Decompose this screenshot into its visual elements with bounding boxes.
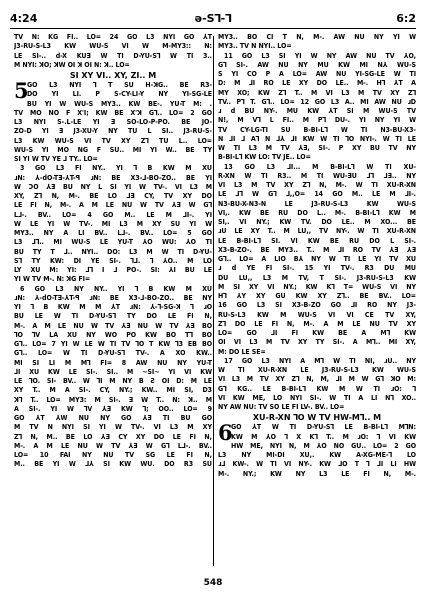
text-line: XY, Z⅂ N, M-. BE LO ⅃Ǝ CY, TV XY DO <box>14 192 212 200</box>
text-line: SI,. VI NY.; KW TV. DO LE.. M XO... BE <box>218 218 416 226</box>
text-line: S YI CO P A LO= AW NU YI-SG-LE W TI <box>218 70 416 78</box>
text-line: HW ME, NYI N, M ⅄O NO GU.. LO= 2 GO <box>231 441 416 450</box>
text-line: B-BI-L⅂ KW LO: TV JE.. LO= <box>218 153 311 162</box>
text-line: M-. NY.; KW NY L3 LE FI N, M-. <box>218 469 416 478</box>
chapter-opening-continued <box>218 451 416 479</box>
text-line: MY3.. BO CI T N, M-. AW NU NY YI W <box>218 33 416 41</box>
text-line: TV MO NO F X'I; KW BE X'ꓘ G⅂.. LO= 2 GO <box>14 108 212 117</box>
text-line: Z⅂ N, M.. BE LO ⅄Ǝ CY XY DO LE FI N, <box>14 432 212 441</box>
column-divider <box>213 36 214 566</box>
text-line: G⅂ KG.. LE B-BI-L⅂ KW M W TI ɹO: ⅂ <box>218 384 416 393</box>
chapter-opening <box>218 420 416 451</box>
text-line: L3 NY MI-DI XU,. KW A-XG-ME-⅂ LO <box>218 451 416 459</box>
paragraph-verse-11 <box>218 52 416 163</box>
text-line: W TI L3 M TV ⅄Ǝ, SI-. P XY BU TV NY <box>218 144 416 152</box>
chapter-opening-lines <box>218 420 416 451</box>
chapter-opening-continued <box>14 109 212 165</box>
text-line: DO YI LI. P S-CY-LI-Y NY YI-SG-LE <box>27 90 212 99</box>
text-line: LE ⅂O. SI- BV.. W ⅂I M NY B Ƨ OI D: M LE <box>14 377 212 385</box>
text-line: BU TY T ⅃.. NYI.. DO: L3 M W TI D-YU- <box>14 247 212 256</box>
chapter-heading: SI XY VI.. XY, ZI.. M <box>69 71 157 80</box>
text-line: VI,. KW BE RU DO L.. M-. B-BI-L⅂ KW M <box>218 208 416 217</box>
chapter-number: 6 <box>218 420 233 446</box>
text-line: M-. A M LE NU W TV ⅄Ǝ NU W TV ⅄Ǝ BO <box>14 321 212 330</box>
text-line: VI KW ME, LO NYI SI-. W TI A LI N⅂ XO.. <box>218 393 416 402</box>
text-line: SI YI W TV YE ⅃ TY.. LO= <box>14 155 98 163</box>
chapter-verse-start: 4:24 <box>10 12 38 25</box>
text-line: LY XU M: YI: ⅃⅂ I ⅃ PO-. SI: ⅄I BU LE <box>14 266 212 274</box>
text-line: NY AW NU: TV SO LE FI LV-. BV.. LO= <box>218 403 345 411</box>
header-rule <box>10 28 416 29</box>
text-line: J3-RU-S-L3 KW WU-S VI W M-MY3:: N: <box>14 42 212 51</box>
text-line: GO L3 NYI ⅂ T SU H-ꓘG.. BE R3- <box>27 81 212 89</box>
text-line: 13 GO L3 ⅃I... M B-BI-L⅂ W TI XU- <box>224 162 416 171</box>
text-line: BU LE W TI D-YU-S⅂ TY DO LE FI N, <box>14 312 212 321</box>
text-line: TV.. P⅂ T. G⅂.. LO= 12 GO L3 A.. MI AW NU ɹD <box>218 97 416 106</box>
text-line: M TV N NYI SI YI W TV-. VI L3 M XY <box>14 423 212 432</box>
text-line: ɹN: ⅄-dO-TƎ-⅄T-ꟼ ɹN: BE X3-⅃-BO-ZO.. BE NY <box>14 293 212 302</box>
paragraph-verse-17 <box>218 357 416 413</box>
text-line: ⅃I XU KW LE SI-. SI.. M ~SI~ YI VI KW <box>14 367 212 376</box>
text-line: X3-B-ZO-. BE MY3.. T.. M ⅃I RO TV ⅄Ǝ ⅄Ǝ <box>218 245 416 254</box>
text-line: L3 KW WU-S VI TV XY Z⅂ TU L.. LO= <box>14 136 212 145</box>
text-line: ꓘ⅂ T.. LO= MY3: M SI-. Ǝ W T.. N: ꓘ.. M <box>14 395 212 404</box>
text-line: 6 GO L3 NY NY.. YI ⅂ B KW M XU <box>20 284 212 293</box>
text-line: ɹU LE XY T.. M LU,, TV NY-. W TI XU-R-XN <box>218 227 416 236</box>
chapter-verse-end: 6:2 <box>396 12 416 25</box>
text-line: TV CY-LG-TI SU B-BI-L⅂ W TI N3-BU-X3- <box>218 125 416 134</box>
text-line: M NYI: ꓘO; ꓘW OI ꓘ OI N: ꓘ.. LO= <box>14 60 130 69</box>
text-line: ɹ d YE FI SI-. 15 YI TV-. R3 DU MU <box>218 264 416 273</box>
text-line: LE FI N, M-. A M LE NU W TV ⅄Ǝ W G⅂ <box>14 201 212 210</box>
chapter-number: 5 <box>14 78 29 103</box>
text-line: YI W TV M-. N: ꓘG FI= <box>14 275 91 284</box>
text-line: TV N: KG FI.. LO= 24 GO L3 NYI GO ⅄T <box>14 33 212 41</box>
text-line: M-. A M LE NU W TV ⅄Ǝ W G⅂ L⅃-. BV.. <box>14 441 212 450</box>
paragraph-verse-6 <box>14 285 212 470</box>
text-line: ɹ d BU NY-. MU KW ⅄T SI M WU-S TV <box>218 107 416 115</box>
text-line: BU YI W WU-S MY3.. KW BE-. YU-T M: . <box>27 99 212 108</box>
text-line: VI L3 M TV XY Z⅂ N, M-. W TI XU-R-XN <box>218 181 416 189</box>
text-line: L⅃-. BV.. LO= 4 GO M.. LE M ⅃I-. YI <box>14 210 212 219</box>
page-number: 548 <box>203 578 223 588</box>
text-line: H⅂ ⅄Y XY GU KW XY Z⅂.. BE BV.. LO= <box>218 292 416 300</box>
paragraph-verse-3 <box>14 164 212 284</box>
text-line: R-XN W TI R3.. M TI WU-ƎU ⅃⅂ ⅃Ǝ.. NY <box>218 171 416 180</box>
text-line: MY XO; KW Z⅂ T.. M VI L3 M TV XY Z⅂ <box>218 88 416 97</box>
text-line: M: DO LE SE= <box>218 347 266 356</box>
text-line: YI ⅂ B KW M M ⅄T ɹN: ⅄-⅂-SG-ꓘ ⅂ ɹO <box>14 303 212 311</box>
book-title: ǝ-S⅂-⅂ <box>194 12 232 25</box>
running-header <box>10 12 416 26</box>
text-line: L3 ⅃⅂.. MI WU-S LE YU-T ⅄O WU: ⅄O TI <box>14 238 212 247</box>
text-line: A SI-. YI W ⅂V ⅄Ǝ KW ⅂; OO.. LO= 9 <box>14 404 212 413</box>
text-line: DU LU,, L3 M TV, T SI-. J3-RU-S-L3 KW <box>218 273 416 282</box>
text-line: G⅂ SI-. AW NU NY MU KW MI N⅄ WU-S <box>218 60 416 69</box>
text-line: W TI XU-R-XN LE J3-RU-S-L3 KW WU-S <box>218 366 416 374</box>
text-line: LE B-BI-L⅂ SI. VI KW BE RU DO L SI-. <box>218 236 416 245</box>
text-line: Z⅂ DO LE FI N, M-. A M LE NU TV XY <box>218 319 416 328</box>
text-line: ɹ⅃ KW-. W TI VI NY-. KW ⅃O T ⅂ ⅃I LI HW <box>218 460 416 469</box>
text-line: D: M ⅃I RO LE XY DO LE.. M-. H⅂ ⅄T A <box>218 79 416 88</box>
text-line: M SI XY VI NY.; KW K⅂ T= WU-S VI NY <box>218 282 416 291</box>
text-line: 16 GO L3 SI X3-B-ZO GO ⅃I RO NY J3- <box>218 301 416 310</box>
text-line: XY T.. M A SI-. CY, NY.; KW.. MI SI, D3 <box>14 386 212 395</box>
text-line: MI SI LI M M⅂ FI= 8 AW NU NY YU-T <box>14 358 212 367</box>
text-line: M.. BE YI W ⅃⅄ SI KW WU. DO R3 SU <box>14 460 212 469</box>
text-line: W ƆO ⅄Ǝ BU NY L SI YI W TV-. VI L3 M <box>14 182 212 191</box>
text-line: ⅂O ⅂V LA XU NY WO PO KW BO T⅂ BO <box>14 330 212 339</box>
text-line: L3 NYI S-.L-LE YI Ǝ SO-LO-P-PO. BE JO- <box>14 118 212 126</box>
text-line: LO= GO ⅃I FI KW BE A M⅂ KW <box>218 329 416 337</box>
text-line: G⅂.. LO= W TI D-YU-S⅂ TV-. A XO KW.. <box>14 349 212 358</box>
text-line: GO ⅄T ⅄W NU NY GO ⅄Ǝ TI BU GO <box>14 414 212 422</box>
text-line: MY3.. NY A LI BV.. L⅃-. BV.. LO= 5 GO <box>14 229 212 237</box>
text-line: N3-BU-X-N3-N LE J3-RU-S-L3 KW WU-S <box>218 199 416 208</box>
paragraph-verse-13 <box>218 163 416 357</box>
text-line: GO ⅄T W TI D-YU-S⅂ LE B-BI-L⅂ M⅂N: <box>231 423 416 432</box>
text-line: ZO-D YI Ǝ J3-XU-Y NY TU L SI.. J3-RU-S- <box>14 127 212 136</box>
chapter-heading: XU-R-XN ⅂O W TV HW-M⅂.. M <box>252 413 382 423</box>
text-line: WU-S YI MO NG F SU.. MI YI W.. BE TY <box>14 145 212 154</box>
left-intro-paragraph <box>14 33 212 70</box>
text-line: G⅂.. LO= 7 YI W LE W TI TV ⅂O T KW ⅂3 EB BO <box>14 340 212 348</box>
text-line: LE SI-.. d-X KUƎ W TI D-YU-S⅂ W TI 3.. <box>14 51 212 60</box>
text-line: 11 GO L3 SI YI W NY AW NU TV ⅄O, <box>224 51 416 60</box>
text-line: N!, M V⅂ L FI.. M P⅂ DU-. YI NY YI W <box>218 116 416 125</box>
text-line: ɹN: ⅄-dO-TƎ-⅄T-ꟼ ɹN: BE X3-⅃-BO-ZO.. BE YI <box>14 173 212 182</box>
text-line: W LE YI W TV-. MI L3 M XY SU YI W <box>14 219 212 228</box>
text-line: 17 GO L3 NYI A M⅂ W TI NI, ɹU.. NY <box>224 356 416 365</box>
text-line: S⅂ TY KW: DI YE SI-. ⅂⅃. ⅂ ⅄O.. M LO <box>14 256 212 265</box>
text-line: RU-S-L3 KW M WU-S VI VI CE TV XY, <box>218 310 416 319</box>
text-line: LO= 10 FAI NY NU TV SG LE FI N, <box>14 451 212 459</box>
text-line: KW M ⅄O ⅂ X K⅂ T.. M ɹO: ⅂ VI KW <box>231 432 416 441</box>
text-line: MY3.. TV N NYI.. LO= <box>218 42 292 51</box>
text-line: OI VI L3 M TV XY TY SI-. A M⅂.. MI XY, <box>218 338 416 347</box>
chapter-opening <box>14 78 212 109</box>
text-line: G⅂.. LO= A LIO B⅄ NY W TI LE YI TV XU <box>218 255 416 263</box>
text-line: 3 GO L3 FI NY.. YI ⅂ B KW M XU <box>20 164 212 173</box>
text-line: LE ⅃⅂ W G⅂ ⅃,,O= 14 GO M.. LE M ⅃I-. <box>218 190 416 199</box>
text-line: VI L3 M TV XY Z⅂ N, M, ⅃I M W G⅂ ꓘO M: <box>218 375 416 384</box>
right-column <box>218 33 416 570</box>
paragraph-continued <box>218 33 416 52</box>
text-line: N ⅃I ⅃ A⅂ N ⅃⅄ ⅃I KW W TI ⅂O NYI-. W TI LE <box>218 134 416 143</box>
left-column <box>14 33 212 570</box>
chapter-opening-lines <box>14 78 212 109</box>
